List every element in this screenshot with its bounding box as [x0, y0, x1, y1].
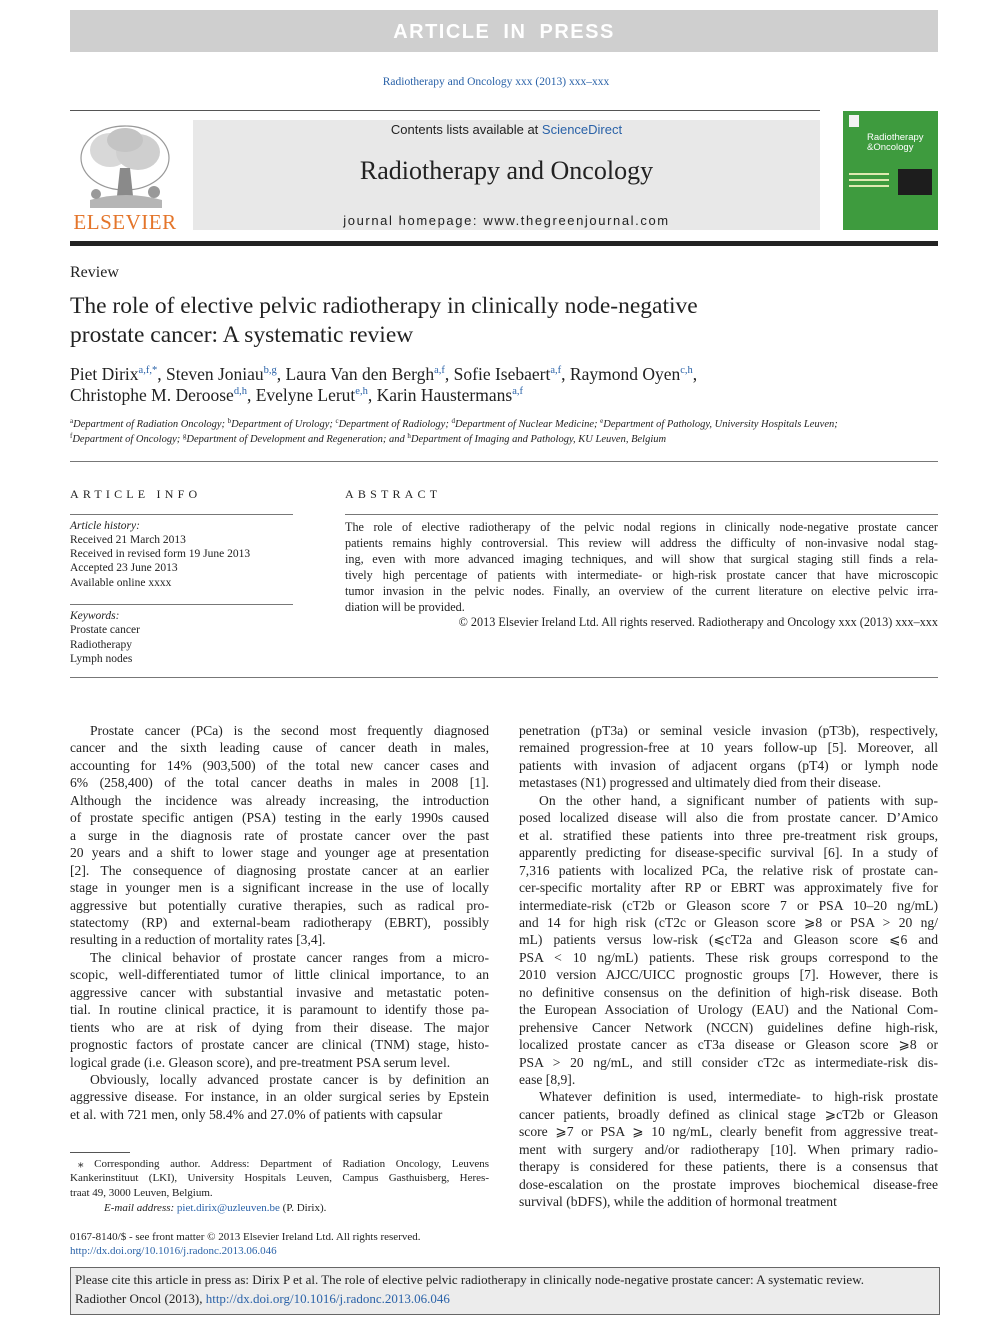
- affiliation-mark: a: [70, 417, 74, 425]
- author-name[interactable]: Steven Joniau: [165, 364, 264, 384]
- keywords-rule: [70, 604, 293, 605]
- footnote-rule: [70, 1152, 130, 1153]
- body-text-line: survival (bDFS), while the addition of hormonal treatment: [519, 1194, 837, 1210]
- article-in-press-banner: ARTICLE IN PRESS: [70, 10, 938, 52]
- affiliation-mark: d: [451, 417, 455, 425]
- affiliation: Department of Radiation Oncology;: [73, 419, 228, 430]
- journal-cover-thumbnail[interactable]: [843, 111, 938, 230]
- body-text-line: statectomy (RP) and external-beam radiotherapy (EBRT), possibly: [70, 914, 489, 930]
- footnote-line: ⁎ Corresponding author. Address: Department of Radiation Oncology, Leuvens: [78, 1158, 489, 1170]
- body-text-line: prognostic factors of prostate cancer are clinical (TNM) stage, histo-: [70, 1037, 489, 1053]
- author-name[interactable]: Karin Haustermans: [376, 385, 513, 405]
- abstract-heading: ABSTRACT: [345, 487, 442, 501]
- abstract-rule: [345, 514, 938, 515]
- affiliation-mark: b: [227, 417, 232, 425]
- journal-masthead: [193, 120, 820, 230]
- author-name[interactable]: Sofie Isebaert: [453, 364, 551, 384]
- article-title-line: prostate cancer: A systematic review: [70, 322, 414, 348]
- issn-line: 0167-8140/$ - see front matter © 2013 Elsevier Ireland Ltd. All rights reserved.: [70, 1231, 421, 1243]
- footnote-email-line: [104, 1201, 326, 1216]
- keywords-label: Keywords:: [70, 610, 120, 622]
- sciencedirect-link[interactable]: ScienceDirect: [541, 122, 623, 137]
- body-text-line: tial. In routine clinical practice, it is paramount to identify those pa-: [70, 1002, 489, 1018]
- body-text-line: scopic, well-differentiated tumor of little clinical importance, to an: [70, 967, 489, 983]
- cover-text-bar: [849, 185, 889, 187]
- body-text-line: and 14 for high risk (cT2c or Gleason score ⩾8 or PSA > 20 ng/: [519, 914, 938, 930]
- body-text-line: cancer patients, broadly defined as clinical stage ⩾cT2b or Gleason: [519, 1106, 938, 1122]
- body-text-line: intermediate-risk (cT2b or Gleason score 7 or PSA 10–20 ng/mL): [519, 897, 938, 913]
- author-affiliation-mark[interactable]: b,g: [263, 365, 277, 376]
- citation-box: [70, 1267, 940, 1315]
- cover-text-bar: [849, 179, 889, 181]
- journal-homepage-link[interactable]: journal homepage: www.thegreenjournal.com: [343, 213, 670, 228]
- affiliation: Department of Oncology;: [72, 434, 183, 445]
- body-text-line: remained progression-free at 10 years follow-up [5]. Moreover, all: [519, 740, 938, 756]
- body-text-line: Prostate cancer (PCa) is the second most frequently diagnosed: [90, 723, 489, 738]
- article-info-rule: [70, 514, 293, 515]
- body-text-line: The clinical behavior of prostate cancer ranges from a micro-: [90, 949, 489, 965]
- affiliation: Department of Radiology;: [338, 419, 452, 430]
- author-affiliation-mark[interactable]: a,f: [550, 365, 562, 376]
- article-history-label: Article history:: [70, 520, 140, 532]
- author-affiliation-mark[interactable]: c,h: [680, 365, 693, 376]
- author-affiliation-mark[interactable]: e,h: [355, 386, 368, 397]
- journal-reference-link[interactable]: Radiotherapy and Oncology xxx (2013) xxx–xxx: [382, 76, 610, 88]
- keyword: Lymph nodes: [70, 653, 133, 665]
- body-text-line: PSA > 20 ng/mL, and still consider cT2c as intermediate-risk dis-: [519, 1054, 938, 1070]
- article-type: Review: [70, 264, 119, 281]
- body-text-line: dose-escalation on the prostate improves biochemical disease-free: [519, 1176, 938, 1192]
- abstract-line: ing, even with more advanced imaging techniques, and will show that surgical staging still finds a rela-: [345, 552, 938, 566]
- article-title: [70, 292, 930, 350]
- body-text-line: localized prostate cancer as cT3a disease or Gleason score ⩾8 or: [519, 1037, 938, 1053]
- body-text-line: resulting in a reduction of mortality rates [3,4].: [70, 932, 326, 948]
- cover-title-line2: &Oncology: [867, 142, 914, 153]
- email-suffix: (P. Dirix).: [279, 1202, 327, 1214]
- author-affiliation-mark[interactable]: a,f,*: [138, 365, 158, 376]
- keyword: Radiotherapy: [70, 639, 132, 651]
- body-text-line: [2]. The consequence of diagnosing prostate cancer at an earlier: [70, 862, 489, 878]
- author-affiliation-mark[interactable]: d,h: [233, 386, 247, 397]
- body-text-line: Obviously, locally advanced prostate cancer is by definition an: [90, 1072, 489, 1087]
- citation-line: Please cite this article in press as: Dirix P et al. The role of elective pelvic radiotherapy in clinically node-negative prostate cancer: A systematic review.: [75, 1272, 864, 1287]
- abstract-line: tively high percentage of patients with intermediate- or high-risk prostate cancer that have microscopic: [345, 568, 938, 582]
- body-text-line: logical grade (i.e. Gleason score), and pre-treatment PSA serum level.: [70, 1054, 451, 1070]
- article-history-item: Available online xxxx: [70, 577, 172, 589]
- article-history-item: Received 21 March 2013: [70, 534, 186, 546]
- author-name[interactable]: Laura Van den Bergh: [285, 364, 435, 384]
- body-text-line: aggressive disease. For instance, in an older surgical series by Epstein: [70, 1089, 489, 1105]
- journal-title: Radiotherapy and Oncology: [359, 156, 654, 185]
- body-text-line: 20 years and a shift to lower stage and younger age at presentation: [70, 845, 489, 861]
- contents-line: [193, 122, 820, 137]
- footnote-line: traat 49, 3000 Leuven, Belgium.: [70, 1187, 213, 1199]
- author-affiliation-mark[interactable]: a,f: [434, 365, 445, 376]
- body-text-line: 6% (258,400) of the total cancer deaths in males in 2008 [1].: [70, 775, 489, 791]
- body-text-line: Whatever definition is used, intermediate- to high-risk prostate: [539, 1089, 938, 1105]
- affiliation: Department of Urology;: [231, 419, 336, 430]
- body-text-line: ment with surgery and/or radiotherapy [10]. When primary radio-: [519, 1141, 938, 1157]
- abstract-copyright: © 2013 Elsevier Ireland Ltd. All rights reserved. Radiotherapy and Oncology xxx (2013) xxx–xxx: [458, 615, 938, 629]
- contents-prefix: Contents lists available at: [390, 122, 542, 137]
- author-name[interactable]: Christophe M. Deroose: [70, 385, 234, 405]
- affiliation: Department of Nuclear Medicine;: [454, 419, 601, 430]
- author-separator: ,: [246, 385, 256, 405]
- author-separator: ,: [367, 385, 377, 405]
- affiliation-mark: f: [70, 432, 73, 440]
- cover-title: [867, 133, 924, 153]
- affiliation-mark: h: [407, 432, 411, 440]
- affiliation: Department of Pathology, University Hospitals Leuven;: [603, 419, 838, 430]
- article-history-item: Received in revised form 19 June 2013: [70, 548, 251, 560]
- keyword: Prostate cancer: [70, 624, 140, 636]
- body-text-line: a surge in the diagnosis rate of prostate cancer over the past: [70, 827, 489, 843]
- author-list-line2: [70, 385, 523, 406]
- body-text-line: PSA < 10 ng/mL) patients. These risk groups correspond to the: [519, 949, 938, 965]
- body-text-line: tients who are at risk of dying from their disease. The major: [70, 1019, 489, 1035]
- affiliation-mark: g: [182, 432, 187, 440]
- author-affiliation-mark[interactable]: a,f: [512, 386, 523, 397]
- body-text-line: patients with invasion of adjacent organs (pT4) or lymph node: [519, 757, 938, 773]
- body-text-line: Although the incidence was already increasing, the introduction: [70, 792, 489, 808]
- affiliations-line1: [70, 417, 838, 430]
- email-label: E-mail address:: [104, 1202, 177, 1214]
- body-text-line: cancer and the sixth leading cause of cancer death in males,: [70, 740, 489, 756]
- author-separator: ,: [692, 364, 698, 384]
- citation-doi-link[interactable]: http://dx.doi.org/10.1016/j.radonc.2013.06.046: [205, 1291, 450, 1306]
- publisher-name: ELSEVIER: [73, 210, 177, 234]
- body-text-line: ease [8,9].: [519, 1072, 576, 1087]
- article-info-heading: ARTICLE INFO: [70, 487, 202, 501]
- body-text-line: stage in younger men is a significant increase in the use of locally: [70, 880, 489, 896]
- citation-prefix: Radiother Oncol (2013),: [75, 1291, 206, 1306]
- body-text-line: of prostate specific antigen (PSA) testing in the early 1990s caused: [70, 810, 489, 826]
- author-name[interactable]: Piet Dirix: [70, 364, 139, 384]
- abstract-line: tumor invasion in the pelvic nodes. Finally, an overview of the current literature on elective pelvic irra-: [345, 584, 938, 598]
- body-text-line: score ⩾7 or PSA ⩾ 10 ng/mL, clearly benefit from aggressive treat-: [519, 1124, 938, 1140]
- body-text-line: posed localized disease will also die from prostate cancer. D’Amico: [519, 810, 938, 826]
- body-text-line: apparently predicting for disease-specific survival [6]. In a study of: [519, 845, 938, 861]
- author-separator: ,: [561, 364, 570, 384]
- body-text-line: prehensive Cancer Network (NCCN) guidelines define high-risk,: [519, 1019, 938, 1035]
- author-list-line1: [70, 364, 697, 385]
- body-text-line: penetration (pT3a) or seminal vesicle invasion (pT3b), respectively,: [519, 723, 938, 738]
- body-text-line: accounting for 14% (903,500) of the total new cancer cases and: [70, 757, 489, 773]
- abstract-line: The role of elective radiotherapy of the pelvic nodal regions in clinically node-negative prostate cancer: [345, 520, 938, 534]
- article-title-line: The role of elective pelvic radiotherapy in clinically node-negative: [70, 293, 698, 319]
- body-text-line: no definitive consensus on the definition of high-risk disease. Both: [519, 984, 938, 1000]
- doi-link[interactable]: http://dx.doi.org/10.1016/j.radonc.2013.06.046: [70, 1245, 277, 1257]
- body-text-line: aggressive cancer with substantial invasive and metastatic poten-: [70, 984, 489, 1000]
- body-text-line: therapy is considered for these patients, there is a consensus that: [519, 1159, 938, 1175]
- affiliation: Department of Development and Regeneration; and: [186, 434, 408, 445]
- article-history-item: Accepted 23 June 2013: [70, 562, 178, 574]
- body-text-line: 2010 version AJCC/UICC prognostic groups [7]. However, there is: [519, 967, 938, 983]
- cover-image: [898, 169, 932, 195]
- abstract-divider: [70, 677, 938, 678]
- body-text-line: the European Association of Urology (EAU) and the National Com-: [519, 1002, 938, 1018]
- body-text-line: On the other hand, a significant number of patients with sup-: [539, 792, 938, 808]
- author-name[interactable]: Raymond Oyen: [569, 364, 681, 384]
- body-text-line: 7,316 patients with localized PCa, the relative risk of prostate can-: [519, 862, 938, 878]
- cover-publisher-mark: [849, 115, 859, 127]
- body-text-line: cer-specific mortality after RP or EBRT was approximately five for: [519, 880, 938, 896]
- email-link[interactable]: piet.dirix@uzleuven.be: [176, 1202, 280, 1214]
- citation-line: [75, 1291, 450, 1307]
- abstract-line: patients remains highly controversial. This review will address the difficulty of non-invasive nodal stag-: [345, 536, 938, 550]
- body-text-line: metastases (N1) progressed and ultimately died from their disease.: [519, 775, 882, 791]
- header-rule: [70, 110, 820, 111]
- affiliation: Department of Imaging and Pathology, KU Leuven, Belgium: [410, 434, 667, 445]
- affiliation-mark: e: [600, 417, 604, 425]
- elsevier-tree-icon: [70, 120, 180, 215]
- title-divider: [70, 461, 938, 462]
- author-separator: ,: [157, 364, 166, 384]
- author-separator: ,: [276, 364, 286, 384]
- footnote-line: Kankerinstituut (LKI), University Hospitals Leuven, Campus Gasthuisberg, Heres-: [70, 1172, 489, 1184]
- body-text-line: mL) patients versus low-risk (⩽cT2a and Gleason score ⩽6 and: [519, 932, 938, 948]
- cover-text-bar: [849, 173, 889, 175]
- masthead-rule: [70, 241, 938, 246]
- body-text-line: aggressive but potentially curative therapies, such as radical pro-: [70, 897, 489, 913]
- affiliations-line2: [70, 432, 666, 445]
- cover-title-line1: Radiotherapy: [867, 132, 924, 143]
- author-separator: ,: [444, 364, 454, 384]
- affiliation-mark: c: [335, 417, 339, 425]
- author-name[interactable]: Evelyne Lerut: [255, 385, 356, 405]
- elsevier-logo[interactable]: [70, 120, 180, 232]
- abstract-line: diation will be provided.: [345, 600, 465, 614]
- body-text-line: et al. with 721 men, only 58.4% and 27.0% of patients with capsular: [70, 1106, 443, 1122]
- body-text-line: et al. stratified these patients into three pre-treatment risk groups,: [519, 827, 938, 843]
